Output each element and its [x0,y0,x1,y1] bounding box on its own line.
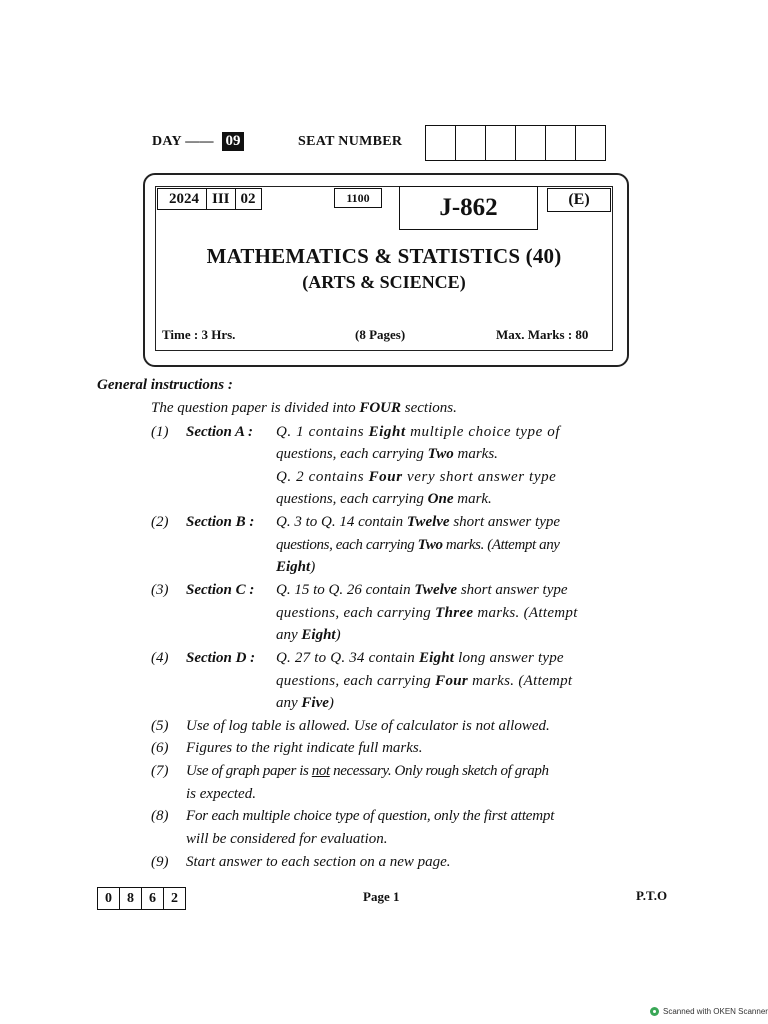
exam-session: 02 [235,189,261,209]
scanner-text: Scanned with OKEN Scanner [663,1007,768,1016]
seat-number-cell[interactable] [426,126,455,160]
code-digit: 2 [163,888,185,909]
instruction-8-line-2: will be considered for evaluation. [186,831,388,847]
stream-subtitle: (ARTS & SCIENCE) [302,272,466,292]
code-digit: 0 [105,891,112,906]
instruction-number: (4) [151,650,169,666]
exam-term: III [206,189,235,209]
instruction-5: Use of log table is allowed. Use of calculator is not allowed. [186,718,550,734]
seat-number-cell[interactable] [455,126,485,160]
day-value: 09 [222,132,244,151]
instruction-6: Figures to the right indicate full marks. [186,740,423,756]
section-a-line-4: questions, each carrying One mark. [276,491,492,507]
instruction-9: Start answer to each section on a new page. [186,854,451,870]
section-a-label: Section A : [186,424,253,440]
section-b-label: Section B : [186,514,255,530]
instruction-number: (3) [151,582,169,598]
instruction-number: (8) [151,808,169,824]
subject-title: MATHEMATICS & STATISTICS (40) [206,244,562,268]
instruction-number: (2) [151,514,169,530]
paper-code: J-862 [399,186,538,230]
seat-number-label: SEAT NUMBER [298,134,403,149]
scanner-watermark [650,1007,768,1016]
page-number: Page 1 [363,889,400,904]
code-digit: 8 [119,888,141,909]
section-c-line-1: Q. 15 to Q. 26 contain Twelve short answer type [276,582,568,598]
section-b-line-1: Q. 3 to Q. 14 contain Twelve short answer type [276,514,561,530]
seat-number-cell[interactable] [485,126,515,160]
instruction-number: (9) [151,854,169,870]
section-d-label: Section D : [186,650,256,666]
instruction-7-line-1: Use of graph paper is not necessary. Only rough sketch of graph [186,763,549,779]
seat-number-cell[interactable] [515,126,545,160]
instruction-7-line-2: is expected. [186,786,256,802]
instructions-title: General instructions : [97,377,233,393]
instruction-8-line-1: For each multiple choice type of question, only the first attempt [186,808,555,824]
instruction-number: (7) [151,763,169,779]
section-c-label: Section C : [186,582,255,598]
small-code-box: 1100 [334,188,382,208]
section-c-line-3: any Eight) [276,627,341,643]
instruction-number: (5) [151,718,169,734]
exam-code-box [157,188,262,210]
time-duration: Time : 3 Hrs. [162,327,236,342]
section-a-line-2: questions, each carrying Two marks. [276,446,498,462]
section-c-line-2: questions, each carrying Three marks. (Attempt [276,605,578,621]
exam-year: 2024 [169,191,199,207]
section-b-line-2: questions, each carrying Two marks. (Attempt any [276,537,560,553]
section-a-line-3: Q. 2 contains Four very short answer type [276,469,557,485]
section-a-line-1: Q. 1 contains Eight multiple choice type of [276,424,561,440]
seat-number-boxes[interactable] [425,125,606,161]
pto-label: P.T.O [636,888,668,903]
instructions-intro: The question paper is divided into FOUR sections. [151,400,457,416]
max-marks: Max. Marks : 80 [496,327,589,342]
section-b-line-3: Eight) [276,559,316,575]
section-d-line-2: questions, each carrying Four marks. (Attempt [276,673,573,689]
instruction-number: (6) [151,740,169,756]
section-d-line-1: Q. 27 to Q. 34 contain Eight long answer type [276,650,564,666]
seat-number-cell[interactable] [545,126,575,160]
instruction-number: (1) [151,424,169,440]
page-count: (8 Pages) [355,327,406,342]
scanner-logo-icon [650,1007,659,1016]
paper-code-digits [97,887,186,910]
seat-number-cell[interactable] [575,126,605,160]
code-digit: 6 [141,888,163,909]
language-code: (E) [547,188,611,212]
section-d-line-3: any Five) [276,695,334,711]
day-label: DAY —— [152,134,214,149]
